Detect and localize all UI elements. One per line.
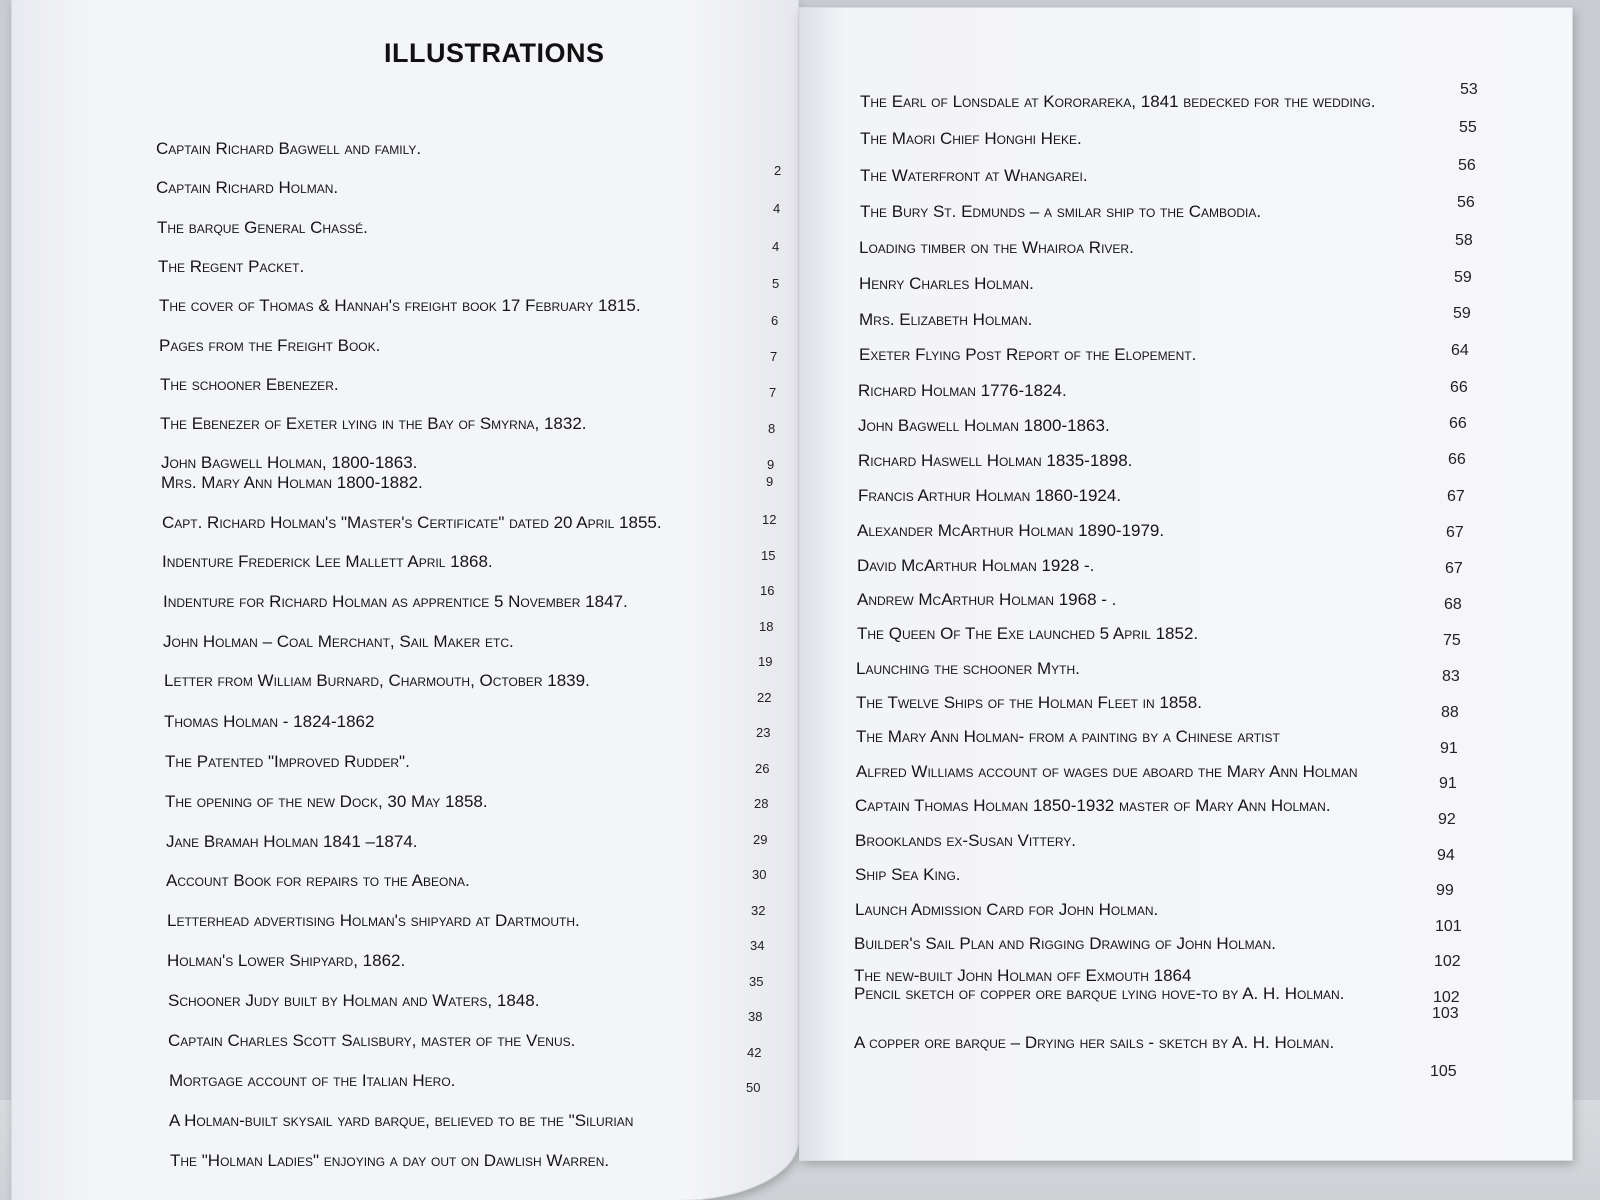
right-page: [800, 8, 1572, 1160]
toc-entry: The cover of Thomas & Hannah's freight book 17 February 1815.: [159, 296, 641, 315]
toc-entry: The Twelve Ships of the Holman Fleet in 1858.: [856, 693, 1202, 712]
toc-entry: A Holman-built skysail yard barque, believed to be the "Silurian: [169, 1111, 634, 1130]
page-number: 42: [747, 1045, 762, 1060]
toc-entry: The Maori Chief Honghi Heke.: [860, 129, 1082, 148]
page-number: 30: [752, 867, 767, 882]
toc-entry: Andrew McArthur Holman 1968 - .: [857, 590, 1117, 609]
toc-entry: Letterhead advertising Holman's shipyard at Dartmouth.: [167, 911, 580, 930]
page-number: 88: [1441, 704, 1459, 721]
toc-entry: Francis Arthur Holman 1860-1924.: [858, 486, 1122, 505]
toc-entry: Letter from William Burnard, Charmouth, October 1839.: [164, 671, 590, 690]
toc-entry: The Regent Packet.: [158, 257, 305, 276]
page-number: 102: [1434, 953, 1461, 970]
page-number: 18: [759, 619, 774, 634]
page-number: 102: [1433, 989, 1460, 1006]
toc-entry: Pages from the Freight Book.: [159, 336, 381, 355]
page-number: 94: [1437, 847, 1455, 864]
page-number: 9: [766, 474, 774, 489]
page-number: 91: [1439, 775, 1457, 792]
page-number: 55: [1459, 119, 1477, 136]
page-number: 50: [746, 1080, 761, 1095]
toc-entry: The schooner Ebenezer.: [160, 375, 339, 394]
toc-entry: Henry Charles Holman.: [859, 274, 1034, 293]
page-number: 64: [1451, 342, 1469, 359]
toc-entry: Ship Sea King.: [855, 865, 961, 884]
page-number: 101: [1435, 918, 1462, 935]
toc-entry: Richard Haswell Holman 1835-1898.: [858, 451, 1133, 470]
toc-entry: The Ebenezer of Exeter lying in the Bay of Smyrna, 1832.: [160, 414, 587, 433]
page-number: 19: [758, 654, 773, 669]
toc-entry: Mrs. Elizabeth Holman.: [859, 310, 1033, 329]
page-number: 32: [751, 903, 766, 918]
page-number: 7: [769, 385, 777, 400]
toc-entry: Launch Admission Card for John Holman.: [855, 900, 1159, 919]
page-number: 16: [760, 583, 775, 598]
toc-entry: The barque General Chassé.: [157, 218, 368, 237]
toc-entry: Alfred Williams account of wages due aboard the Mary Ann Holman: [856, 762, 1358, 781]
page-number: 92: [1438, 811, 1456, 828]
page-number: 23: [756, 725, 771, 740]
page-number: 59: [1454, 269, 1472, 286]
page-number: 7: [770, 349, 778, 364]
page-number: 26: [755, 761, 770, 776]
toc-entry: Captain Thomas Holman 1850-1932 master of Mary Ann Holman.: [855, 796, 1331, 815]
page-number: 66: [1449, 415, 1467, 432]
toc-entry: Indenture for Richard Holman as apprentice 5 November 1847.: [163, 592, 628, 611]
page-number: 56: [1458, 157, 1476, 174]
page-number: 91: [1440, 740, 1458, 757]
page-number: 105: [1430, 1063, 1457, 1080]
toc-entry: Alexander McArthur Holman 1890-1979.: [857, 521, 1165, 540]
page-number: 22: [757, 690, 772, 705]
page-number: 35: [749, 974, 764, 989]
toc-entry: Holman's Lower Shipyard, 1862.: [167, 951, 406, 970]
page-number: 34: [750, 938, 765, 953]
toc-entry: Exeter Flying Post Report of the Elopement.: [859, 345, 1197, 364]
page-number: 4: [773, 201, 781, 216]
toc-entry: Captain Richard Bagwell and family.: [156, 139, 422, 158]
toc-entry: A copper ore barque – Drying her sails - sketch by A. H. Holman.: [854, 1033, 1335, 1052]
page-number: 6: [771, 313, 779, 328]
page-number: 67: [1447, 488, 1465, 505]
toc-entry: Indenture Frederick Lee Mallett April 1868.: [162, 552, 493, 571]
toc-entry: John Bagwell Holman, 1800-1863.: [161, 453, 418, 472]
page-number: 83: [1442, 668, 1460, 685]
page-number: 28: [754, 796, 769, 811]
toc-entry: Brooklands ex-Susan Vittery.: [855, 831, 1076, 850]
toc-entry: Pencil sketch of copper ore barque lying hove-to by A. H. Holman.: [854, 984, 1345, 1003]
page-number: 66: [1448, 451, 1466, 468]
toc-entry: The Queen Of The Exe launched 5 April 1852.: [857, 624, 1199, 643]
toc-entry: David McArthur Holman 1928 -.: [857, 556, 1095, 575]
toc-entry: John Bagwell Holman 1800-1863.: [858, 416, 1110, 435]
toc-entry: Captain Charles Scott Salisbury, master of the Venus.: [168, 1031, 576, 1050]
toc-entry: The Patented "Improved Rudder".: [165, 752, 410, 771]
toc-entry: The Waterfront at Whangarei.: [860, 166, 1088, 185]
page-number: 2: [774, 163, 782, 178]
toc-entry: The "Holman Ladies" enjoying a day out on Dawlish Warren.: [170, 1151, 610, 1170]
page-number: 66: [1450, 379, 1468, 396]
page-number: 58: [1455, 232, 1473, 249]
toc-entry: Mortgage account of the Italian Hero.: [169, 1071, 456, 1090]
page-number: 53: [1460, 81, 1478, 98]
toc-entry: Jane Bramah Holman 1841 –1874.: [166, 832, 418, 851]
page-number: 38: [748, 1009, 763, 1024]
toc-entry: The Earl of Lonsdale at Kororareka, 1841 bedecked for the wedding.: [860, 92, 1376, 111]
toc-entry: The Bury St. Edmunds – a smilar ship to the Cambodia.: [860, 202, 1262, 221]
toc-entry: The new-built John Holman off Exmouth 1864: [854, 966, 1192, 985]
page-number: 8: [768, 421, 776, 436]
page-number: 59: [1453, 305, 1471, 322]
toc-entry: Account Book for repairs to the Abeona.: [166, 871, 470, 890]
page-number: 29: [753, 832, 768, 847]
toc-entry: Loading timber on the Whairoa River.: [859, 238, 1134, 257]
page-number: 68: [1444, 596, 1462, 613]
page-number: 15: [761, 548, 776, 563]
toc-entry: Mrs. Mary Ann Holman 1800-1882.: [161, 473, 423, 492]
left-page: [12, 0, 798, 1200]
page-number: 12: [762, 512, 777, 527]
toc-entry: Launching the schooner Myth.: [856, 659, 1080, 678]
page-number: 67: [1446, 524, 1464, 541]
toc-entry: The opening of the new Dock, 30 May 1858.: [165, 792, 488, 811]
page-number: 5: [772, 276, 780, 291]
page-number: 67: [1445, 560, 1463, 577]
page-number: 103: [1432, 1005, 1459, 1022]
page-number: 4: [772, 239, 780, 254]
page-heading: ILLUSTRATIONS: [384, 38, 605, 68]
page-number: 99: [1436, 882, 1454, 899]
page-number: 56: [1457, 194, 1475, 211]
page-number: 75: [1443, 632, 1461, 649]
toc-entry: Captain Richard Holman.: [156, 178, 339, 197]
toc-entry: Richard Holman 1776-1824.: [858, 381, 1067, 400]
toc-entry: Builder's Sail Plan and Rigging Drawing of John Holman.: [854, 934, 1277, 953]
toc-entry: Thomas Holman - 1824-1862: [164, 712, 375, 731]
toc-entry: John Holman – Coal Merchant, Sail Maker etc.: [163, 632, 514, 651]
toc-entry: Schooner Judy built by Holman and Waters, 1848.: [168, 991, 540, 1010]
toc-entry: Capt. Richard Holman's "Master's Certificate" dated 20 April 1855.: [162, 513, 662, 532]
toc-entry: The Mary Ann Holman- from a painting by a Chinese artist: [856, 727, 1280, 746]
page-number: 9: [767, 457, 775, 472]
